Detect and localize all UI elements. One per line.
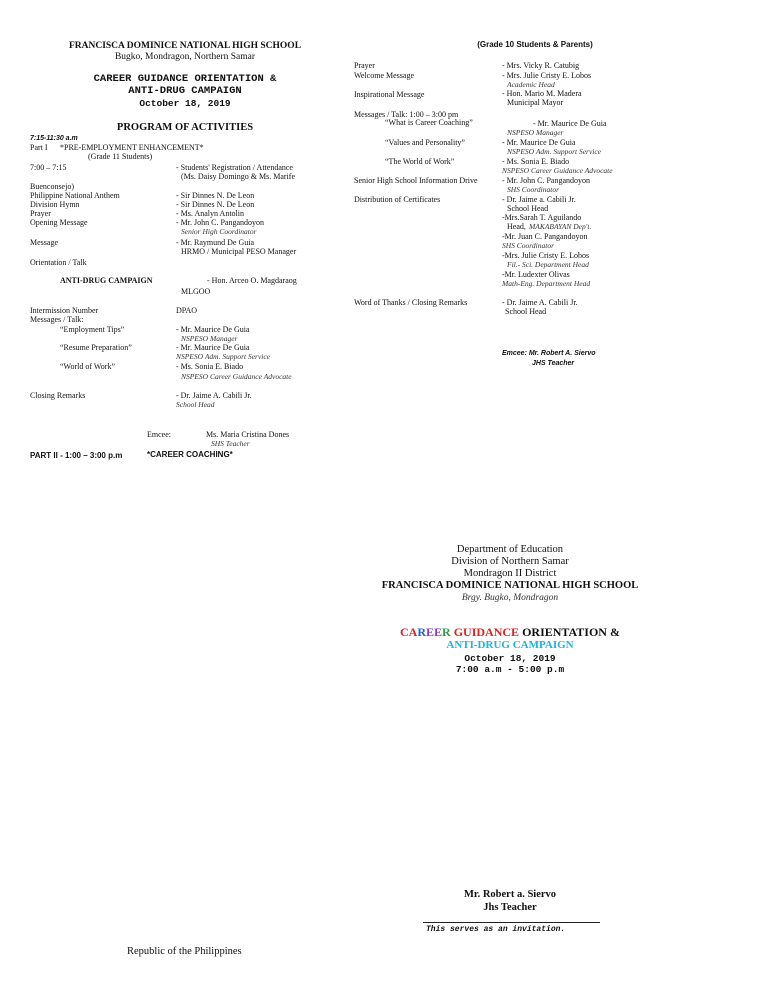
event-title-line1: CAREER GUIDANCE ORIENTATION &	[93, 73, 277, 85]
r-certs-role5: Math-Eng. Department Head	[502, 279, 591, 288]
r-certs-by4: -Mrs. Julie Cristy E. Lobos	[502, 251, 590, 260]
title-ee: EE	[426, 625, 443, 639]
message-by: - Mr. Raymund De Guia	[176, 238, 254, 247]
grade10-heading: (Grade 10 Students & Parents)	[477, 40, 593, 49]
world-role: NSPESO Career Guidance Advocate	[181, 372, 292, 381]
school-name: FRANCISCA DOMINICE NATIONAL HIGH SCHOOL	[68, 41, 302, 51]
emcee-name: Ms. Maria Cristina Dones	[206, 430, 290, 439]
r-thanks: Word of Thanks / Closing Remarks	[354, 298, 468, 307]
r-certs-role3: SHS Coordinator	[502, 241, 555, 250]
r-certs-by3: -Mr. Juan C. Pangandoyon	[502, 232, 588, 241]
employment-tips: “Employment Tips”	[60, 325, 125, 334]
opening-by: - Mr. John C. Pangandoyon	[176, 218, 264, 227]
emcee-label: Emcee:	[147, 430, 171, 439]
r-world-by: - Ms. Sonia E. Biado	[502, 157, 570, 166]
antidrug-by: - Hon. Arceo O. Magdaraog	[207, 276, 297, 285]
part1-time: 7:15-11:30 a.m	[30, 135, 78, 142]
part2-time: PART II - 1:00 – 3:00 p.m	[30, 451, 123, 460]
reg-time: 7:00 – 7:15	[30, 163, 67, 172]
signature-line	[423, 922, 600, 923]
messages-talk: Messages / Talk:	[30, 315, 84, 324]
r-world: “The World of Work”	[385, 157, 455, 166]
part1-title: *PRE-EMPLOYMENT ENHANCEMENT*	[60, 143, 204, 152]
r-thanks-role: School Head	[505, 307, 547, 316]
r-certs-role2a: Head,	[507, 222, 526, 231]
prayer-by: - Ms. Analyn Antolin	[176, 209, 245, 218]
closing-by: - Dr. Jaime A. Cabili Jr.	[176, 391, 252, 400]
r-coaching-by: - Mr. Maurice De Guia	[533, 119, 607, 128]
r-certs-role2b: MAKABAYAN Dep't.	[529, 222, 592, 231]
prayer: Prayer	[30, 209, 51, 218]
opening: Opening Message	[30, 218, 88, 227]
r-certs-by1: - Dr. Jaime a. Cabili Jr.	[502, 195, 576, 204]
r-certs-by2: -Mrs.Sarah T. Aguilando	[502, 213, 582, 222]
r-certs: Distribution of Certificates	[354, 195, 441, 204]
signer-name: Mr. Robert a. Siervo	[463, 889, 557, 900]
r-welcome-by: - Mrs. Julie Cristy E. Lobos	[502, 71, 592, 80]
reg-sub: (Ms. Daisy Domingo & Ms. Marife	[181, 172, 295, 181]
intermission: Intermission Number	[30, 306, 99, 315]
resume: “Resume Preparation”	[60, 343, 132, 352]
school-address: Bugko, Mondragon, Northern Samar	[114, 52, 256, 62]
event-date: October 18, 2019	[139, 98, 231, 109]
resume-by: - Mr. Maurice De Guia	[176, 343, 250, 352]
program-heading: PROGRAM OF ACTIVITIES	[116, 122, 254, 133]
r-inspirational-role: Municipal Mayor	[507, 98, 564, 107]
anthem: Philippine National Anthem	[30, 191, 120, 200]
r-prayer-by: - Mrs. Vicky R. Catubig	[502, 61, 580, 70]
cover-title-line1	[360, 625, 660, 639]
hymn: Division Hymn	[30, 200, 80, 209]
closing: Closing Remarks	[30, 391, 86, 400]
message: Message	[30, 238, 58, 247]
title-orientation: ORIENTATION &	[522, 625, 620, 639]
cover-district: Mondragon II District	[463, 568, 557, 579]
title-guidance: GUIDANCE	[453, 625, 520, 639]
r-thanks-by: - Dr. Jaime A. Cabili Jr.	[502, 298, 578, 307]
part1-sub: (Grade 11 Students)	[88, 152, 153, 161]
part2-title: *CAREER COACHING*	[147, 450, 233, 459]
event-title-line2: ANTI-DRUG CAMPAIGN	[128, 85, 242, 97]
footer-republic: Republic of the Philippines	[127, 946, 242, 957]
anthem-by: - Sir Dinnes N. De Leon	[176, 191, 255, 200]
r-values-by: - Mr. Maurice De Guia	[502, 138, 576, 147]
cover-time: 7:00 a.m - 5:00 p.m	[455, 664, 565, 675]
resume-role: NSPESO Adm. Support Service	[176, 352, 271, 361]
hymn-by: - Sir Dinnes N. De Leon	[176, 200, 255, 209]
message-role: HRMO / Municipal PESO Manager	[181, 247, 297, 256]
r-emcee-role: JHS Teacher	[532, 360, 575, 367]
buenconsejo: Buenconsejo)	[30, 182, 74, 191]
opening-role: Senior High Coordinator	[181, 227, 257, 236]
r-inspirational-by: - Hon. Mario M. Madera	[502, 89, 582, 98]
intermission-by: DPAO	[176, 306, 198, 315]
r-welcome: Welcome Message	[354, 71, 414, 80]
employment-role: NSPESO Manager	[181, 334, 238, 343]
part1-label: Part I	[30, 143, 48, 152]
r-prayer: Prayer	[354, 61, 375, 70]
r-values-role: NSPESO Adm. Support Service	[507, 147, 602, 156]
signer-role: Jhs Teacher	[483, 902, 537, 913]
title-r: R	[417, 625, 427, 639]
r-certs-by5: -Mr. Ludexter Olivas	[502, 270, 570, 279]
r-world-role: NSPESO Career Guidance Advocate	[502, 166, 613, 175]
r-shs-drive: Senior High School Information Drive	[354, 176, 478, 185]
closing-role: School Head	[176, 400, 215, 409]
orientation: Orientation / Talk	[30, 258, 87, 267]
mlgoo: MLGOO	[181, 287, 211, 296]
r-certs-role4: Fil.- Sci. Department Head	[507, 260, 589, 269]
world-by: - Ms. Sonia E. Biado	[176, 362, 244, 371]
title-r2: R	[442, 625, 451, 639]
r-values: “Values and Personality”	[385, 138, 465, 147]
world: “World of Work”	[60, 362, 115, 371]
cover-brgy: Brgy. Bugko, Mondragon	[461, 593, 559, 603]
cover-division: Division of Northern Samar	[451, 556, 569, 567]
emcee-role: SHS Teacher	[211, 439, 250, 448]
r-messages: Messages / Talk: 1:00 – 3:00 pm	[354, 110, 459, 119]
r-emcee: Emcee: Mr. Robert A. Siervo	[502, 350, 596, 357]
title-ca: CA	[400, 625, 418, 639]
cover-date: October 18, 2019	[464, 653, 556, 664]
r-inspirational: Inspirational Message	[354, 90, 425, 99]
invitation-note: This serves as an invitation.	[426, 925, 566, 934]
r-coaching-role: NSPESO Manager	[507, 128, 564, 137]
r-welcome-role: Academic Head	[507, 80, 555, 89]
cover-dept: Department of Education	[456, 544, 564, 555]
r-shs-role: SHS Coordinator	[507, 185, 560, 194]
r-certs-role1: School Head	[507, 204, 549, 213]
employment-by: - Mr. Maurice De Guia	[176, 325, 250, 334]
cover-title-line2: ANTI-DRUG CAMPAIGN	[446, 639, 574, 651]
r-coaching: “What is Career Coaching”	[385, 118, 473, 127]
cover-school: FRANCISCA DOMINICE NATIONAL HIGH SCHOOL	[381, 580, 639, 591]
antidrug-heading: ANTI-DRUG CAMPAIGN	[60, 276, 153, 285]
reg-item: - Students' Registration / Attendance	[176, 163, 293, 172]
r-shs-by: - Mr. John C. Pangandoyon	[502, 176, 590, 185]
